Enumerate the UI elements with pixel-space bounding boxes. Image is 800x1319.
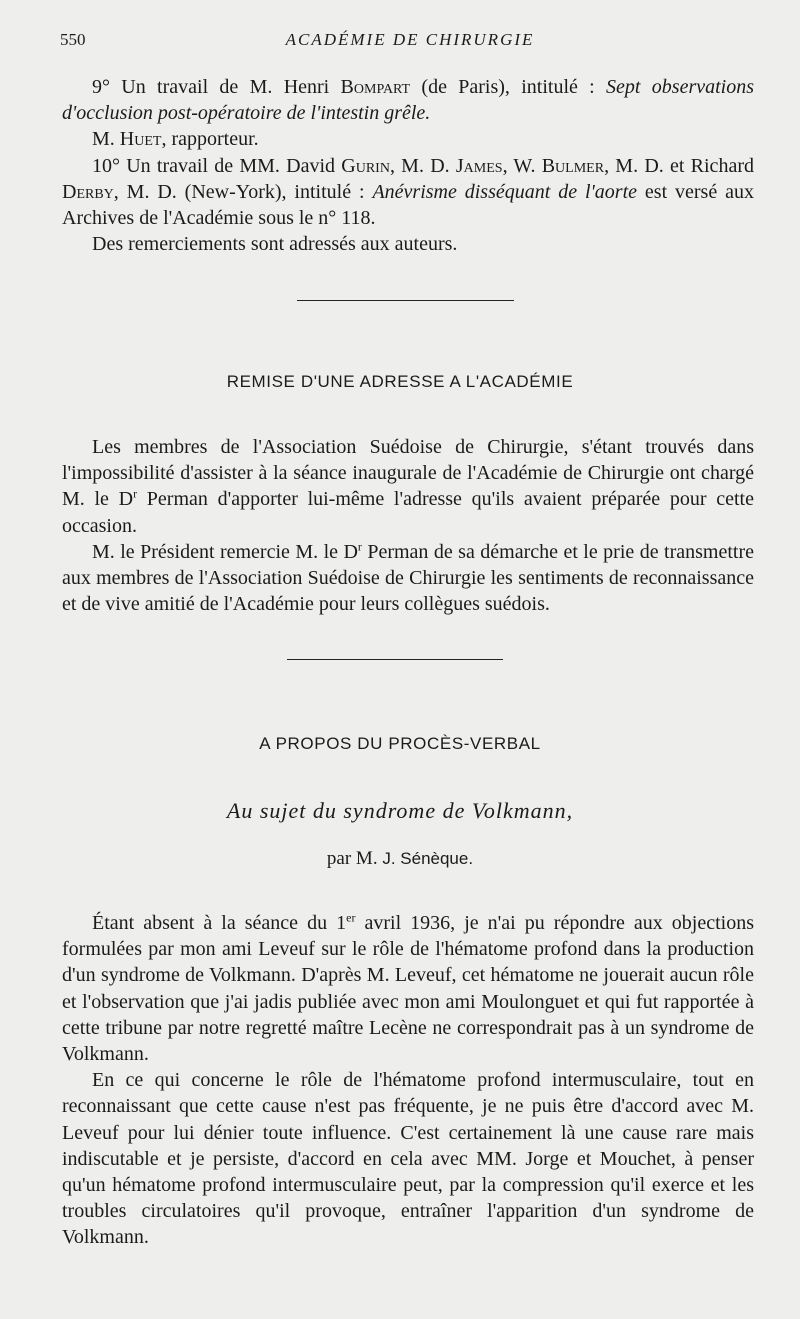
item-9-paragraph [62,74,754,126]
section-divider-1 [297,300,514,301]
rapporteur-name: Huet [119,128,162,151]
remise-paragraph-1 [62,434,754,539]
item-9-author: Bompart [340,76,411,98]
item-10-author-4: Derby [62,180,114,203]
items-list [62,74,754,257]
article-p1-text-2: avril 1936, je n'ai pu répondre aux objections formulées par mon ami Leveuf sur le rôle de l'hématome profond dans la production d'un syndrome de Volkmann. D'après M. Leveuf, cet hématome ne jouerait aucun rôle et l'observation que j'ai jadis publiée avec mon ami Moulonguet et qui fut rapportée à cette tribune par notre regretté maître Lecène ne correspondrait pas à un syndrome de Volkmann. [62,912,755,1066]
article-byline [0,848,800,870]
remise-p2-sup: r [357,539,362,554]
item-10-title: Anévrisme disséquant de l'aorte [372,180,638,203]
thanks-line: Des remerciements sont adressés aux auteurs. [92,233,458,256]
article-body [62,910,754,1251]
item-9-number: 9° Un travail de M. Henri [92,76,341,98]
remise-p1-text-2: Perman d'apporter lui-même l'adresse qu'ils avaient préparée pour cette occasion. [62,488,754,537]
remise-paragraph-2 [62,539,754,618]
remise-p2-text-1: M. le Président remercie M. le D [92,540,358,563]
running-title: ACADÉMIE DE CHIRURGIE [285,30,535,49]
rapporteur-prefix: M. [92,128,120,151]
section-heading-proces-verbal: A PROPOS DU PROCÈS-VERBAL [259,734,541,753]
item-10-text-1: , M. D. [389,154,456,177]
remise-p1-sup: r [133,486,138,501]
item-10-text-3: , M. D. et Richard [604,154,754,177]
remise-p2-text-2: Perman de sa démarche et le prie de transmettre aux membres de l'Association Suédoise de Chirurgie les sentiments de reconnaissance et de vive amitié de l'Académie pour leurs collègues suédois. [62,540,754,616]
article-p1-sup: er [346,910,356,925]
article-title: Au sujet du syndrome de Volkmann, [226,798,574,823]
section-heading-remise: REMISE D'UNE ADRESSE A L'ACADÉMIE [226,372,574,391]
page-number: 550 [60,30,86,49]
page-header [60,30,760,58]
byline-prefix: par M. [326,848,383,869]
item-10-author-2: James [455,154,503,177]
item-10-text-2: , W. [502,154,542,177]
item-9-title: Sept observations d'occlusion post-opératoire de l'intestin grêle. [62,76,754,125]
item-10-author-1: Gurin [341,154,390,177]
section-divider-2 [287,659,503,660]
item-9-origin: (de Paris), intitulé : [410,76,607,98]
article-p1-text-1: Étant absent à la séance du 1 [92,912,347,934]
article-paragraph-2: En ce qui concerne le rôle de l'hématome profond intermusculaire, tout en reconnaissant que cette cause n'est pas fréquente, je ne puis être d'accord avec M. Leveuf pour lui dénier toute influence. C'est certainement là une cause rare mais indiscutable et je persiste, d'accord en cela avec MM. Jorge et Mouchet, à penser qu'un hématome profond intermusculaire peut, par la compression qu'il exerce et les troubles circulatoires qu'il provoque, entraîner l'apparition d'un syndrome de Volkmann. [62,1069,754,1249]
section-remise-body [62,434,754,617]
item-10-text-4: , M. D. (New-York), intitulé : [113,180,373,203]
article-paragraph-1 [62,910,754,1067]
item-10-author-3: Bulmer [541,154,605,177]
remise-p1-text-1: Les membres de l'Association Suédoise de Chirurgie, s'étant trouvés dans l'impossibilité d'assister à la séance inaugurale de l'Académie de Chirurgie ont chargé M. le D [62,436,754,511]
item-10-archive-note: est versé aux Archives de l'Académie sous le n° 118. [62,180,754,230]
byline-author: J. Sénèque. [382,849,474,868]
rapporteur-suffix: , rapporteur. [161,128,259,151]
item-10-number: 10° Un travail de MM. David [92,154,342,177]
item-10-paragraph [62,153,754,232]
rapporteur-line [62,126,754,152]
